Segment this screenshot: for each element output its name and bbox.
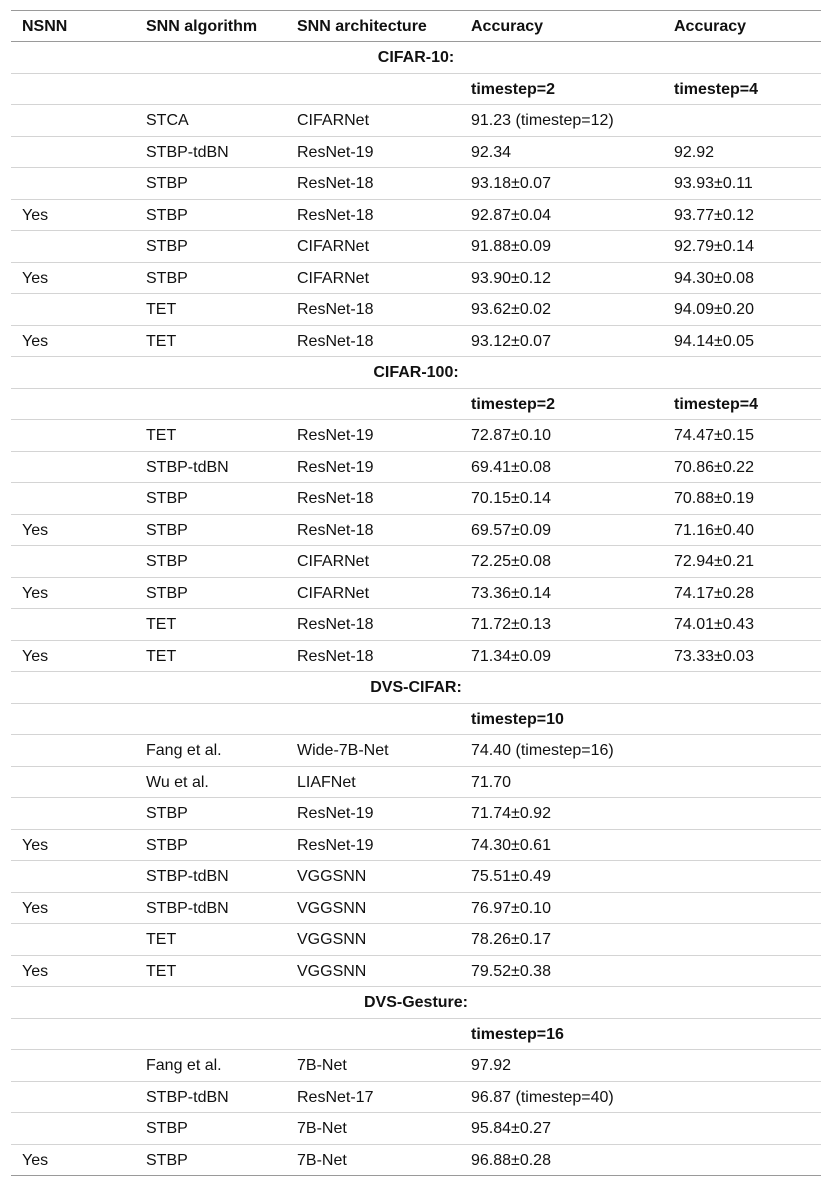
architecture-cell: ResNet-18 <box>297 490 374 507</box>
accuracy-cell-2: 92.92 <box>674 143 715 161</box>
architecture-cell: Wide-7B-Net <box>297 742 389 759</box>
section-title-row <box>11 42 821 74</box>
algorithm-cell: Fang et al. <box>146 742 222 759</box>
accuracy-cell-1: 71.34±0.09 <box>471 647 551 665</box>
header-accuracy-1: Accuracy <box>471 18 544 35</box>
table-row <box>11 137 821 169</box>
header-architecture: SNN architecture <box>297 18 427 35</box>
accuracy-cell-1: 78.26±0.17 <box>471 931 551 948</box>
nsnn-cell: Yes <box>22 962 49 980</box>
timestep-row <box>11 74 821 106</box>
accuracy-cell-1: 96.88±0.28 <box>471 1151 551 1169</box>
header-algorithm: SNN algorithm <box>146 18 258 35</box>
section-title-row <box>11 672 821 704</box>
table-row <box>11 1082 821 1114</box>
algorithm-cell: STBP-tdBN <box>146 458 229 476</box>
architecture-cell: LIAFNet <box>297 773 356 791</box>
accuracy-cell-2: 94.30±0.08 <box>674 269 754 287</box>
table-body <box>11 42 821 1176</box>
accuracy-cell-2: 74.47±0.15 <box>674 427 754 444</box>
table-row <box>11 420 821 452</box>
accuracy-cell-1: 93.18±0.07 <box>471 175 551 192</box>
accuracy-cell-1: 91.23 (timestep=12) <box>471 112 614 129</box>
table-row <box>11 515 821 547</box>
timestep-label: timestep=10 <box>471 710 564 728</box>
algorithm-cell: TET <box>146 427 177 444</box>
table-row <box>11 546 821 578</box>
algorithm-cell: STBP <box>146 836 188 854</box>
header-nsnn: NSNN <box>22 18 68 35</box>
table-row <box>11 767 821 799</box>
architecture-cell: ResNet-18 <box>297 521 374 539</box>
architecture-cell: VGGSNN <box>297 931 367 948</box>
algorithm-cell: STBP <box>146 269 188 287</box>
table-row <box>11 609 821 641</box>
architecture-cell: ResNet-18 <box>297 332 374 350</box>
section-title: CIFAR-100: <box>373 364 459 381</box>
timestep-label: timestep=2 <box>471 395 556 413</box>
header-accuracy-2: Accuracy <box>674 18 747 35</box>
algorithm-cell: Fang et al. <box>146 1057 222 1074</box>
nsnn-cell: Yes <box>22 647 49 665</box>
architecture-cell: 7B-Net <box>297 1057 347 1074</box>
algorithm-cell: STBP-tdBN <box>146 1088 229 1106</box>
accuracy-cell-2: 74.17±0.28 <box>674 584 754 602</box>
accuracy-cell-1: 97.92 <box>471 1057 512 1074</box>
architecture-cell: VGGSNN <box>297 868 367 885</box>
accuracy-cell-1: 92.87±0.04 <box>471 206 551 224</box>
timestep-label: timestep=2 <box>471 80 556 98</box>
algorithm-cell: STBP <box>146 521 188 539</box>
table-row <box>11 231 821 263</box>
architecture-cell: ResNet-19 <box>297 427 374 444</box>
algorithm-cell: Wu et al. <box>146 773 209 791</box>
nsnn-cell: Yes <box>22 332 49 350</box>
architecture-cell: 7B-Net <box>297 1151 347 1169</box>
table-row <box>11 578 821 610</box>
accuracy-cell-2: 94.09±0.20 <box>674 301 754 318</box>
architecture-cell: CIFARNet <box>297 269 370 287</box>
architecture-cell: CIFARNet <box>297 112 370 129</box>
architecture-cell: ResNet-18 <box>297 647 374 665</box>
timestep-row <box>11 389 821 421</box>
accuracy-cell-1: 71.70 <box>471 773 512 791</box>
algorithm-cell: TET <box>146 301 177 318</box>
accuracy-cell-1: 69.41±0.08 <box>471 458 551 476</box>
algorithm-cell: STBP <box>146 805 188 822</box>
algorithm-cell: TET <box>146 647 177 665</box>
architecture-cell: ResNet-18 <box>297 206 374 224</box>
timestep-row <box>11 704 821 736</box>
architecture-cell: CIFARNet <box>297 584 370 602</box>
architecture-cell: VGGSNN <box>297 899 367 917</box>
algorithm-cell: STBP <box>146 553 188 570</box>
architecture-cell: ResNet-19 <box>297 836 374 854</box>
section-title-row <box>11 357 821 389</box>
section-title: CIFAR-10: <box>377 49 455 66</box>
algorithm-cell: STCA <box>146 112 189 129</box>
section-title-row <box>11 987 821 1019</box>
nsnn-cell: Yes <box>22 899 49 917</box>
accuracy-cell-1: 71.72±0.13 <box>471 616 551 633</box>
accuracy-cell-1: 74.40 (timestep=16) <box>471 742 614 759</box>
table-row <box>11 861 821 893</box>
architecture-cell: ResNet-19 <box>297 805 374 822</box>
architecture-cell: ResNet-18 <box>297 175 374 192</box>
nsnn-cell: Yes <box>22 206 49 224</box>
algorithm-cell: STBP-tdBN <box>146 143 229 161</box>
algorithm-cell: TET <box>146 332 177 350</box>
algorithm-cell: STBP <box>146 1120 188 1137</box>
algorithm-cell: TET <box>146 962 177 980</box>
architecture-cell: ResNet-19 <box>297 143 374 161</box>
nsnn-cell: Yes <box>22 1151 49 1169</box>
section-title: DVS-CIFAR: <box>370 679 462 696</box>
algorithm-cell: STBP <box>146 238 188 255</box>
accuracy-cell-2: 94.14±0.05 <box>674 332 754 350</box>
accuracy-cell-1: 72.87±0.10 <box>471 427 551 444</box>
accuracy-cell-1: 71.74±0.92 <box>471 805 551 822</box>
nsnn-cell: Yes <box>22 836 49 854</box>
table-row <box>11 105 821 137</box>
results-table <box>11 10 821 1176</box>
table-row <box>11 735 821 767</box>
table-row <box>11 893 821 925</box>
nsnn-cell: Yes <box>22 521 49 539</box>
table-row <box>11 483 821 515</box>
algorithm-cell: STBP <box>146 490 188 507</box>
architecture-cell: CIFARNet <box>297 553 370 570</box>
table-row <box>11 830 821 862</box>
accuracy-cell-2: 72.94±0.21 <box>674 553 754 570</box>
architecture-cell: ResNet-17 <box>297 1088 374 1106</box>
accuracy-cell-2: 93.77±0.12 <box>674 206 754 224</box>
accuracy-cell-1: 73.36±0.14 <box>471 584 551 602</box>
table-row <box>11 452 821 484</box>
table-row <box>11 956 821 988</box>
accuracy-cell-2: 93.93±0.11 <box>674 175 753 192</box>
timestep-label: timestep=16 <box>471 1025 564 1043</box>
accuracy-cell-1: 93.12±0.07 <box>471 332 551 350</box>
algorithm-cell: TET <box>146 931 177 948</box>
accuracy-cell-2: 73.33±0.03 <box>674 647 754 665</box>
accuracy-cell-1: 91.88±0.09 <box>471 238 551 255</box>
algorithm-cell: STBP <box>146 1151 188 1169</box>
accuracy-cell-2: 70.86±0.22 <box>674 458 754 476</box>
algorithm-cell: TET <box>146 616 177 633</box>
table-row <box>11 294 821 326</box>
algorithm-cell: STBP <box>146 584 188 602</box>
timestep-label: timestep=4 <box>674 395 759 413</box>
table-row <box>11 263 821 295</box>
table-header <box>11 10 821 42</box>
algorithm-cell: STBP <box>146 175 188 192</box>
table-row <box>11 1050 821 1082</box>
table-row <box>11 924 821 956</box>
timestep-row <box>11 1019 821 1051</box>
accuracy-cell-1: 70.15±0.14 <box>471 490 551 507</box>
accuracy-cell-1: 92.34 <box>471 143 512 161</box>
table-row <box>11 798 821 830</box>
algorithm-cell: STBP-tdBN <box>146 868 229 885</box>
accuracy-cell-1: 75.51±0.49 <box>471 868 551 885</box>
section-title: DVS-Gesture: <box>363 994 469 1011</box>
table-row <box>11 200 821 232</box>
accuracy-cell-1: 79.52±0.38 <box>471 962 551 980</box>
nsnn-cell: Yes <box>22 584 49 602</box>
architecture-cell: CIFARNet <box>297 238 370 255</box>
accuracy-cell-2: 71.16±0.40 <box>674 521 754 539</box>
accuracy-cell-1: 96.87 (timestep=40) <box>471 1088 614 1106</box>
accuracy-cell-1: 93.90±0.12 <box>471 269 551 287</box>
architecture-cell: 7B-Net <box>297 1120 347 1137</box>
accuracy-cell-1: 93.62±0.02 <box>471 301 551 318</box>
accuracy-cell-2: 70.88±0.19 <box>674 490 754 507</box>
architecture-cell: ResNet-19 <box>297 458 374 476</box>
timestep-label: timestep=4 <box>674 80 759 98</box>
accuracy-cell-1: 74.30±0.61 <box>471 836 551 854</box>
accuracy-cell-1: 76.97±0.10 <box>471 899 551 917</box>
architecture-cell: ResNet-18 <box>297 301 374 318</box>
architecture-cell: VGGSNN <box>297 962 367 980</box>
accuracy-cell-1: 95.84±0.27 <box>471 1120 551 1137</box>
accuracy-cell-1: 69.57±0.09 <box>471 521 551 539</box>
table-row <box>11 326 821 358</box>
algorithm-cell: STBP-tdBN <box>146 899 229 917</box>
table-row <box>11 1145 821 1177</box>
algorithm-cell: STBP <box>146 206 188 224</box>
nsnn-cell: Yes <box>22 269 49 287</box>
table-row <box>11 1113 821 1145</box>
accuracy-cell-1: 72.25±0.08 <box>471 553 551 570</box>
table-row <box>11 168 821 200</box>
accuracy-cell-2: 92.79±0.14 <box>674 238 754 255</box>
accuracy-cell-2: 74.01±0.43 <box>674 616 754 633</box>
architecture-cell: ResNet-18 <box>297 616 374 633</box>
table-row <box>11 641 821 673</box>
